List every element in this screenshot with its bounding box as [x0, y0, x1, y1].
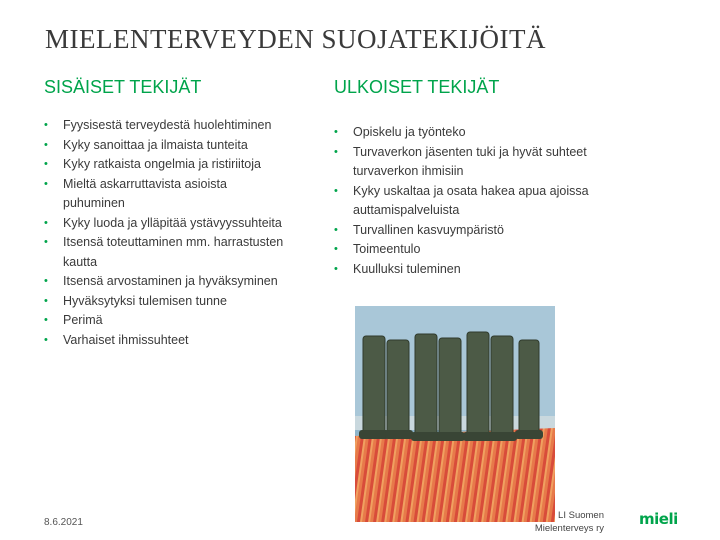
organization-label [518, 509, 604, 535]
list-item-text: Toimeentulo [353, 242, 421, 256]
organization-line-2: Mielenterveys ry [534, 523, 604, 534]
bullet-icon: • [44, 294, 48, 307]
list-item-text: Perimä [63, 313, 103, 327]
external-factors-list [334, 123, 634, 279]
bullet-icon: • [334, 243, 338, 255]
list-item [44, 331, 284, 351]
list-item-text: Opiskelu ja työnteko [353, 125, 466, 139]
list-item-text: Fyysisestä terveydestä huolehtiminen [63, 118, 272, 132]
list-item-text: Itsensä arvostaminen ja hyväksyminen [63, 274, 278, 288]
list-item [334, 143, 634, 182]
bullet-icon: • [44, 236, 48, 248]
date-label: 8.6.2021 [44, 517, 83, 528]
list-item [44, 214, 284, 234]
list-item [334, 221, 634, 241]
list-item-text: Varhaiset ihmissuhteet [63, 332, 189, 347]
list-item-text: Itsensä toteuttaminen mm. harrastusten kautta [63, 235, 284, 269]
internal-factors-list [44, 116, 284, 350]
external-factors-heading: ULKOISET TEKIJÄT [334, 77, 500, 97]
list-item [44, 233, 284, 272]
list-item [334, 260, 634, 280]
bullet-icon: • [44, 216, 48, 229]
list-item-text: Kyky luoda ja ylläpitää ystävyyssuhteita [63, 215, 282, 230]
list-item-text: Hyväksytyksi tulemisen tunne [63, 293, 227, 308]
list-item [44, 175, 284, 214]
bullet-icon: • [44, 138, 48, 151]
list-item-text: Kuulluksi tuleminen [353, 261, 461, 276]
bullet-icon: • [334, 126, 338, 138]
list-item-text: Kyky ratkaista ongelmia ja ristiriitoja [63, 157, 261, 171]
list-item-text: Mieltä askarruttavista asioista puhuminen [63, 176, 227, 210]
rubber-boots-photo [355, 306, 555, 522]
list-item [44, 136, 284, 156]
internal-factors-heading: SISÄISET TEKIJÄT [44, 77, 202, 97]
bullet-icon: • [44, 158, 48, 170]
list-item-text: Turvaverkon jäsenten tuki ja hyvät suhteet turvaverkon ihmisiin [353, 144, 587, 178]
list-item [44, 272, 284, 292]
list-item-text: Kyky sanoittaa ja ilmaista tunteita [63, 137, 248, 152]
organization-line-1: LI Suomen [558, 510, 604, 521]
bullet-icon: • [44, 177, 48, 190]
list-item-text: Turvallinen kasvuympäristö [353, 222, 504, 237]
list-item [334, 123, 634, 143]
bullet-icon: • [334, 262, 338, 275]
list-item [44, 155, 284, 175]
bullet-icon: • [44, 275, 48, 287]
page-title: MIELENTERVEYDEN SUOJATEKIJÖITÄ [45, 24, 547, 54]
list-item [44, 116, 284, 136]
list-item [44, 292, 284, 312]
bullet-icon: • [334, 223, 338, 236]
mieli-logo: mieli [639, 510, 678, 528]
bullet-icon: • [334, 184, 338, 197]
bullet-icon: • [44, 333, 48, 346]
bullet-icon: • [44, 119, 48, 131]
list-item-text: Kyky uskaltaa ja osata hakea apua ajoissa auttamispalveluista [353, 183, 589, 217]
bullet-icon: • [334, 145, 338, 158]
list-item [44, 311, 284, 331]
bullet-icon: • [44, 314, 48, 326]
list-item [334, 240, 634, 260]
list-item [334, 182, 634, 221]
